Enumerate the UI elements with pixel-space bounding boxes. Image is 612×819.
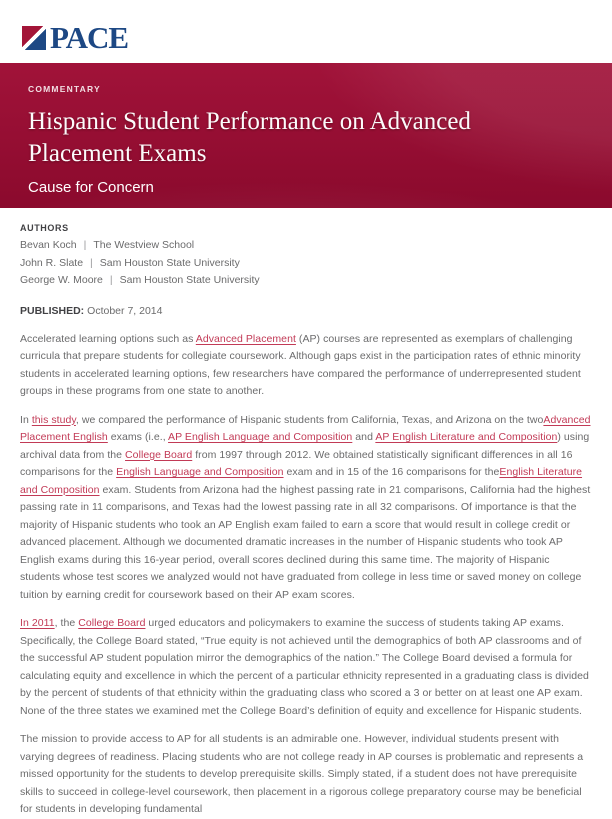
paragraph: Accelerated learning options such as Advanced Placement (AP) courses are represented as exemplars of challenging curricula that prepare students for collegiate coursework. Although gaps exist in the participation rates of ethnic minority students in accelerated learning options, few researchers have compared the performance of underrepresented student groups in these programs from one state to another. (20, 332, 581, 397)
text-link[interactable]: AP English Literature and Composition (375, 431, 558, 443)
content (0, 208, 612, 819)
author-line (20, 255, 591, 273)
author-line (20, 272, 591, 290)
text-link[interactable]: In 2011 (20, 617, 55, 629)
author-separator: | (90, 256, 93, 269)
paragraph: The mission to provide access to AP for all students is an admirable one. However, individual students present with varying degrees of readiness. Placing students who are not college ready in AP courses is problematic and represents a missed opportunity for the students to develop prerequisite skills. Simply stated, if a student does not have prerequisite skills to succeed in college-level coursework, then placement in a rigorous college preparatory course may be beneficial for students in developing fundamental (20, 733, 584, 815)
published-label: PUBLISHED: (20, 304, 85, 317)
author-separator: | (83, 239, 87, 251)
text-link[interactable]: AP English Language and Composition (168, 431, 353, 443)
text-link[interactable]: English Language and Composition (116, 466, 284, 478)
author-affiliation: The Westview School (93, 239, 195, 251)
text-link[interactable]: Advanced Placement English (20, 413, 591, 443)
author-name: John R. Slate (20, 256, 84, 269)
paragraph: In this study, we compared the performance of Hispanic students from California, Texas, and Arizona on the twoAdvanced Placement English exams (i.e., AP English Language and Composition and AP English Literature and Composition) using archival data from the College Board from 1997 through 2012. We obtained statistically significant differences in all 16 comparisons for the English Language and Composition exam and in 15 of the 16 comparisons for theEnglish Literature and Composition exam. Students from Arizona had the highest passing rate in 21 comparisons, California had the highest passing rate in 11 comparisons, and Texas had the lowest passing rate in all 32 comparisons. Of importance is that the majority of Hispanic students who took an AP English exam failed to earn a score that would result in college credit or advanced placement. Although we documented dramatic increases in the number of Hispanic students who took AP English exams during this 16-year period, overall scores declined during this same time. The majority of Hispanic students whose test scores we analyzed would not have graduated from college in less time or saved money on college tuition by earning credit for coursework based on their AP exam scores. (20, 413, 591, 601)
page-title: Hispanic Student Performance on Advanced Placement Exams (28, 108, 471, 167)
authors-list (20, 237, 591, 290)
authors-section (20, 223, 591, 290)
pace-logo[interactable] (22, 20, 129, 55)
header (0, 0, 612, 63)
pace-logo-icon (22, 26, 46, 50)
text-link[interactable]: College Board (78, 617, 146, 629)
authors-heading: AUTHORS (20, 223, 69, 233)
banner (0, 63, 612, 208)
text-link[interactable]: College Board (125, 448, 193, 461)
commentary-kicker: COMMENTARY (28, 84, 101, 94)
text-link[interactable]: English Literature and Composition (20, 466, 583, 496)
author-name: George W. Moore (20, 274, 103, 286)
text-link[interactable]: this study (31, 413, 76, 426)
author-line (20, 237, 591, 255)
page-subtitle: Cause for Concern (28, 179, 154, 196)
author-affiliation: Sam Houston State University (99, 256, 240, 269)
text-link[interactable]: Advanced Placement (195, 332, 296, 345)
article-body (20, 331, 591, 819)
author-separator: | (109, 274, 113, 286)
paragraph: In 2011, the College Board urged educators and policymakers to examine the success of students taking AP exams. Specifically, the College Board stated, “True equity is not achieved until the demographics of both AP classrooms and of the successful AP student population mirror the demographics of the nation.” The College Board devised a formula for calculating equity and excellence in which the percent of a particular ethnicity represented in a graduating class is divided by the percent of students of that ethnicity within the graduating class who scored a 3 or better on at least one AP exam. None of the three states we examined met the College Board’s definition of equity and excellence for Hispanic students. (20, 617, 589, 717)
author-affiliation: Sam Houston State University (119, 274, 260, 286)
author-name: Bevan Koch (20, 239, 77, 251)
published-row (20, 303, 591, 320)
pace-logo-text: PACE (50, 20, 129, 55)
published-date: October 7, 2014 (87, 304, 163, 317)
